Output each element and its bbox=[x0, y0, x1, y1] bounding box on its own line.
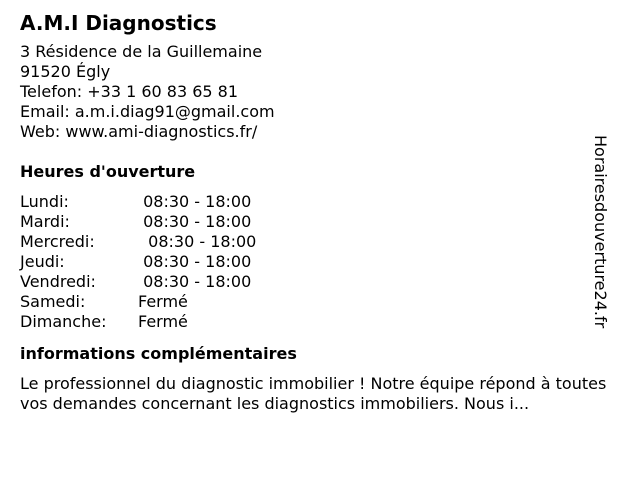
address-city: 91520 Égly bbox=[20, 62, 111, 81]
hours-time: 08:30 - 18:00 bbox=[138, 252, 252, 271]
hours-day: Vendredi: bbox=[20, 272, 96, 291]
contact-block bbox=[20, 42, 620, 142]
hours-row bbox=[20, 212, 620, 232]
phone-line[interactable]: Telefon: +33 1 60 83 65 81 bbox=[20, 82, 239, 101]
hours-title: Heures d'ouverture bbox=[20, 162, 196, 181]
web-line[interactable]: Web: www.ami-diagnostics.fr/ bbox=[20, 122, 258, 141]
hours-day: Lundi: bbox=[20, 192, 69, 211]
hours-day: Mardi: bbox=[20, 212, 70, 231]
hours-day: Mercredi: bbox=[20, 232, 95, 251]
hours-day: Jeudi: bbox=[20, 252, 65, 271]
hours-row bbox=[20, 192, 620, 212]
info-description: Le professionnel du diagnostic immobilier ! Notre équipe répond à toutes vos demandes concernant les diagnostics immobiliers. Nous i... bbox=[20, 374, 607, 413]
hours-row bbox=[20, 292, 620, 312]
address-street: 3 Résidence de la Guillemaine bbox=[20, 42, 263, 61]
hours-day: Samedi: bbox=[20, 292, 86, 311]
hours-day: Dimanche: bbox=[20, 312, 107, 331]
business-name: A.M.I Diagnostics bbox=[20, 11, 217, 35]
hours-row bbox=[20, 312, 620, 332]
hours-time: 08:30 - 18:00 bbox=[138, 272, 252, 291]
site-watermark: Horairesdouverture24.fr bbox=[591, 135, 610, 329]
hours-time: 08:30 - 18:00 bbox=[138, 192, 252, 211]
hours-time: 08:30 - 18:00 bbox=[138, 212, 252, 231]
hours-row bbox=[20, 252, 620, 272]
email-line[interactable]: Email: a.m.i.diag91@gmail.com bbox=[20, 102, 275, 121]
business-card bbox=[20, 0, 620, 414]
info-title: informations complémentaires bbox=[20, 344, 297, 363]
hours-time: Fermé bbox=[138, 292, 188, 311]
hours-time: Fermé bbox=[138, 312, 188, 331]
hours-row bbox=[20, 232, 620, 252]
hours-row bbox=[20, 272, 620, 292]
hours-time: 08:30 - 18:00 bbox=[138, 232, 257, 251]
hours-table bbox=[20, 192, 620, 332]
